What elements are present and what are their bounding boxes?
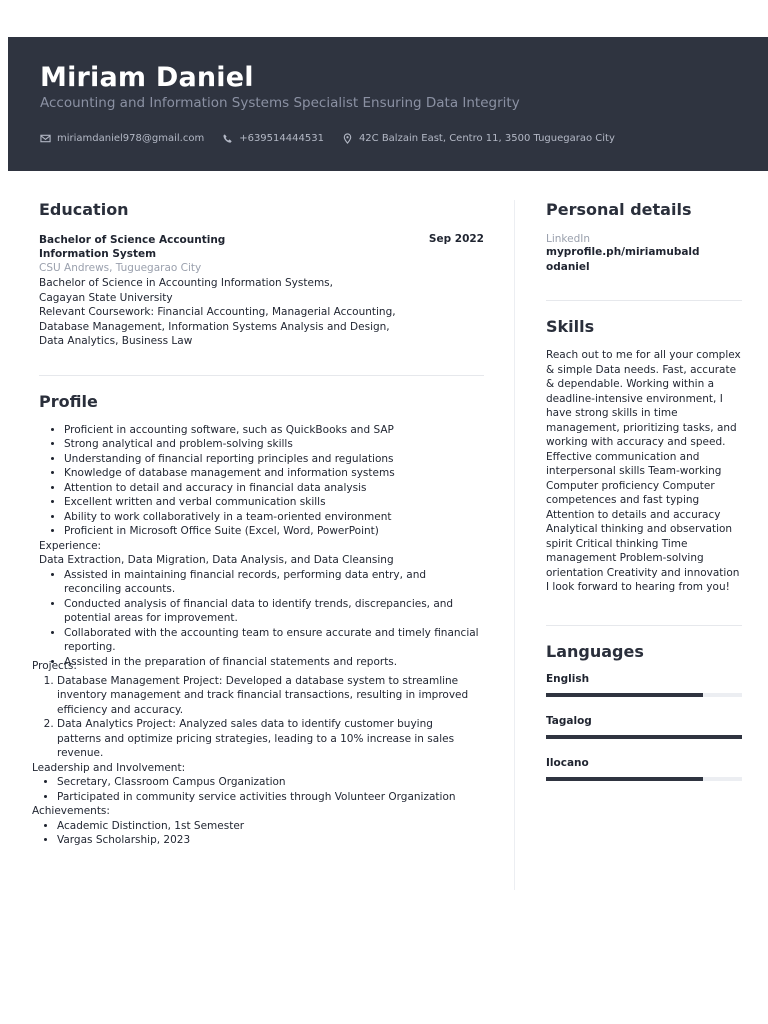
experience-bullets bbox=[39, 568, 484, 670]
languages-list bbox=[546, 673, 742, 781]
column-divider bbox=[514, 200, 515, 890]
projects-list bbox=[32, 674, 477, 761]
location-icon bbox=[342, 133, 353, 144]
education-line: Relevant Coursework: Financial Accounting, Managerial Accounting, bbox=[39, 306, 396, 318]
email-text: miriamdaniel978@gmail.com bbox=[57, 133, 205, 144]
education-date: Sep 2022 bbox=[428, 233, 484, 245]
language-level-bar bbox=[546, 777, 742, 781]
list-item: • Assisted in the preparation of financial statements and reports. bbox=[64, 655, 484, 670]
linkedin-label: LinkedIn bbox=[546, 233, 591, 245]
education-line: Data Analytics, Business Law bbox=[39, 335, 193, 347]
list-item: • Understanding of financial reporting principles and regulations bbox=[64, 452, 484, 467]
education-school: CSU Andrews, Tuguegarao City bbox=[39, 262, 202, 274]
leadership-list bbox=[32, 775, 477, 804]
candidate-name: Miriam Daniel bbox=[40, 62, 254, 93]
contact-email[interactable] bbox=[40, 133, 204, 144]
language-name: English bbox=[546, 672, 590, 685]
education-line: Cagayan State University bbox=[39, 291, 173, 304]
phone-icon bbox=[222, 133, 233, 144]
side-column bbox=[546, 200, 742, 781]
list-item: • Secretary, Classroom Campus Organization bbox=[57, 775, 477, 790]
list-item: • Proficient in Microsoft Office Suite (Excel, Word, PowerPoint) bbox=[64, 524, 484, 539]
language-level-bar bbox=[546, 693, 742, 697]
education-line: Bachelor of Science in Accounting Information Systems, bbox=[39, 277, 333, 289]
language-level-fill bbox=[546, 735, 742, 739]
list-item: • Conducted analysis of financial data to identify trends, discrepancies, and potential areas for improvement. bbox=[64, 597, 484, 626]
achievements-list bbox=[32, 819, 484, 848]
candidate-headline: Accounting and Information Systems Specialist Ensuring Data Integrity bbox=[40, 95, 520, 111]
list-item: • Ability to work collaboratively in a team-oriented environment bbox=[64, 510, 484, 525]
list-item: • Assisted in maintaining financial records, performing data entry, and reconciling accounts. bbox=[64, 568, 484, 597]
leadership-label: Leadership and Involvement: bbox=[32, 761, 186, 774]
list-item: • Proficient in accounting software, such as QuickBooks and SAP bbox=[64, 423, 484, 438]
education-line: Database Management, Information Systems Analysis and Design, bbox=[39, 320, 390, 333]
main-column bbox=[39, 200, 484, 669]
list-item: • Participated in community service activities through Volunteer Organization bbox=[57, 790, 477, 805]
contact-address bbox=[342, 133, 615, 144]
education-description bbox=[39, 276, 484, 349]
language-item bbox=[546, 757, 742, 781]
list-item: • Academic Distinction, 1st Semester bbox=[57, 819, 484, 834]
phone-text: +639514444531 bbox=[239, 133, 324, 144]
list-item: • Knowledge of database management and information systems bbox=[64, 466, 484, 481]
contact-phone[interactable] bbox=[222, 133, 324, 144]
section-divider bbox=[546, 300, 742, 301]
linkedin-link[interactable]: myprofile.ph/miriamubaldodaniel bbox=[546, 246, 700, 273]
language-level-bar bbox=[546, 735, 742, 739]
section-divider bbox=[39, 375, 484, 376]
list-item: • Collaborated with the accounting team to ensure accurate and timely financial reporting. bbox=[64, 626, 484, 655]
language-name: Ilocano bbox=[546, 756, 589, 769]
language-name: Tagalog bbox=[546, 714, 592, 727]
language-level-fill bbox=[546, 693, 703, 697]
personal-details-title: Personal details bbox=[546, 200, 692, 219]
contact-bar bbox=[40, 133, 615, 144]
profile-title: Profile bbox=[39, 391, 98, 411]
projects-label: Projects: bbox=[32, 660, 77, 672]
skills-text: Reach out to me for all your complex & simple Data needs. Fast, accurate & dependable. Working within a deadline-intensive environment, I have strong skills in time management, prioritizing tasks, and working with accuracy and speed. Effective communication and interpersonal skills Team-working Computer proficiency Computer competences and fast typing Attention to details and accuracy Analytical thinking and observation spirit Critical thinking Time management Problem-solving orientation Creativity and innovation I look forward to hearing from you! bbox=[546, 349, 741, 593]
language-item bbox=[546, 673, 742, 697]
language-item bbox=[546, 715, 742, 739]
email-icon bbox=[40, 133, 51, 144]
list-item: • Excellent written and verbal communication skills bbox=[64, 495, 484, 510]
profile-bullets bbox=[39, 423, 484, 539]
education-entry bbox=[39, 233, 484, 261]
achievements-label: Achievements: bbox=[32, 805, 110, 817]
list-item: 1. Database Management Project: Developed a database system to streamline inventory management and track financial transactions, resulting in improved efficiency and accuracy. bbox=[57, 674, 477, 718]
experience-label: Experience: bbox=[39, 539, 102, 552]
list-item: • Attention to detail and accuracy in financial data analysis bbox=[64, 481, 484, 496]
list-item: • Strong analytical and problem-solving skills bbox=[64, 437, 484, 452]
list-item: • Vargas Scholarship, 2023 bbox=[57, 833, 484, 848]
address-text: 42C Balzain East, Centro 11, 3500 Tuguegarao City bbox=[358, 133, 615, 144]
experience-title: Data Extraction, Data Migration, Data Analysis, and Data Cleansing bbox=[39, 554, 394, 566]
profile-continued bbox=[32, 659, 484, 848]
list-item: 2. Data Analytics Project: Analyzed sales data to identify customer buying patterns and optimize pricing strategies, leading to a 10% increase in sales revenue. bbox=[57, 717, 477, 761]
skills-title: Skills bbox=[546, 317, 595, 336]
languages-title: Languages bbox=[546, 641, 644, 661]
section-divider bbox=[546, 625, 742, 626]
language-level-fill bbox=[546, 777, 703, 781]
education-title: Education bbox=[39, 200, 129, 219]
education-degree: Bachelor of Science Accounting Information System bbox=[39, 234, 226, 260]
resume-header bbox=[8, 37, 768, 171]
